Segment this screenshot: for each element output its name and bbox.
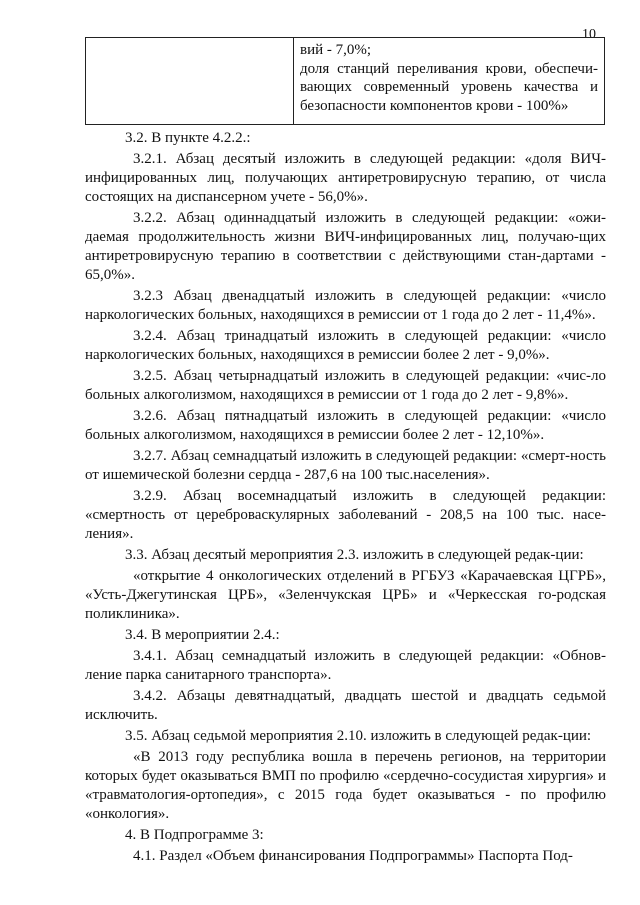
paragraph: 3.2.2. Абзац одиннадцатый изложить в следующей редакции: «ожи-даемая продолжительность жизни ВИЧ-инфицированных лиц, получаю-щих антиретровирусную терапию в соответствии с действующими стан-дартами - 65,0%». (85, 210, 606, 283)
paragraph: 4.1. Раздел «Объем финансирования Подпрограммы» Паспорта Под- (133, 848, 573, 864)
paragraph: 4. В Подпрограмме 3: (125, 827, 264, 843)
paragraph: 3.2.3 Абзац двенадцатый изложить в следующей редакции: «число наркологических больных, находящихся в ремиссии от 1 года до 2 лет - 11,4%». (85, 288, 606, 323)
table-line: вий - 7,0%; (300, 42, 372, 58)
paragraph: 3.2.7. Абзац семнадцатый изложить в следующей редакции: «смерт-ность от ишемической болезни сердца - 287,6 на 100 тыс.населения». (85, 448, 606, 483)
table-line: доля станций переливания крови, обеспечи-вающих современный уровень качества и безопасности компонентов крови - 100%» (300, 60, 598, 114)
paragraph: 3.4.1. Абзац семнадцатый изложить в следующей редакции: «Обнов-ление парка санитарного транспорта». (85, 648, 606, 683)
paragraph: 3.2.4. Абзац тринадцатый изложить в следующей редакции: «число наркологических больных, находящихся в ремиссии более 2 лет - 9,0%». (85, 328, 606, 363)
paragraph: 3.2.9. Абзац восемнадцатый изложить в следующей редакции: «смертность от цереброваскулярных заболеваний - 208,5 на 100 тыс. насе-ления». (85, 488, 606, 542)
table-cell-text (294, 38, 605, 125)
table-cell-empty (86, 38, 294, 125)
continuation-table (85, 37, 605, 125)
paragraph: 3.2.1. Абзац десятый изложить в следующей редакции: «доля ВИЧ-инфицированных лиц, получающих антиретровирусную терапию, от числа состоящих на диспансерном учете - 56,0%». (85, 151, 606, 205)
document-body (85, 129, 606, 868)
paragraph: 3.5. Абзац седьмой мероприятия 2.10. изложить в следующей редак-ции: (125, 728, 592, 744)
paragraph: «В 2013 году республика вошла в перечень регионов, на территории которых будет оказываться ВМП по профилю «сердечно-сосудистая хирургия» и «травматология-ортопедия», с 2015 года будет оказываться - по профилю «онкология». (85, 749, 606, 822)
paragraph: 3.2.6. Абзац пятнадцатый изложить в следующей редакции: «число больных алкоголизмом, находящихся в ремиссии более 2 лет - 12,10%». (85, 408, 606, 443)
paragraph: 3.3. Абзац десятый мероприятия 2.3. изложить в следующей редак-ции: (125, 547, 584, 563)
paragraph: 3.2. В пункте 4.2.2.: (125, 130, 251, 146)
paragraph: 3.4.2. Абзацы девятнадцатый, двадцать шестой и двадцать седьмой исключить. (85, 688, 606, 723)
paragraph: «открытие 4 онкологических отделений в РГБУЗ «Карачаевская ЦГРБ», «Усть-Джегутинская ЦРБ», «Зеленчукская ЦРБ» и «Черкесская го-родская поликлиника». (85, 568, 606, 622)
table-row (86, 38, 605, 125)
paragraph: 3.4. В мероприятии 2.4.: (125, 627, 280, 643)
paragraph: 3.2.5. Абзац четырнадцатый изложить в следующей редакции: «чис-ло больных алкоголизмом, находящихся в ремиссии от 1 года до 2 лет - 9,8%». (85, 368, 606, 403)
page-number: 10 (582, 27, 596, 42)
